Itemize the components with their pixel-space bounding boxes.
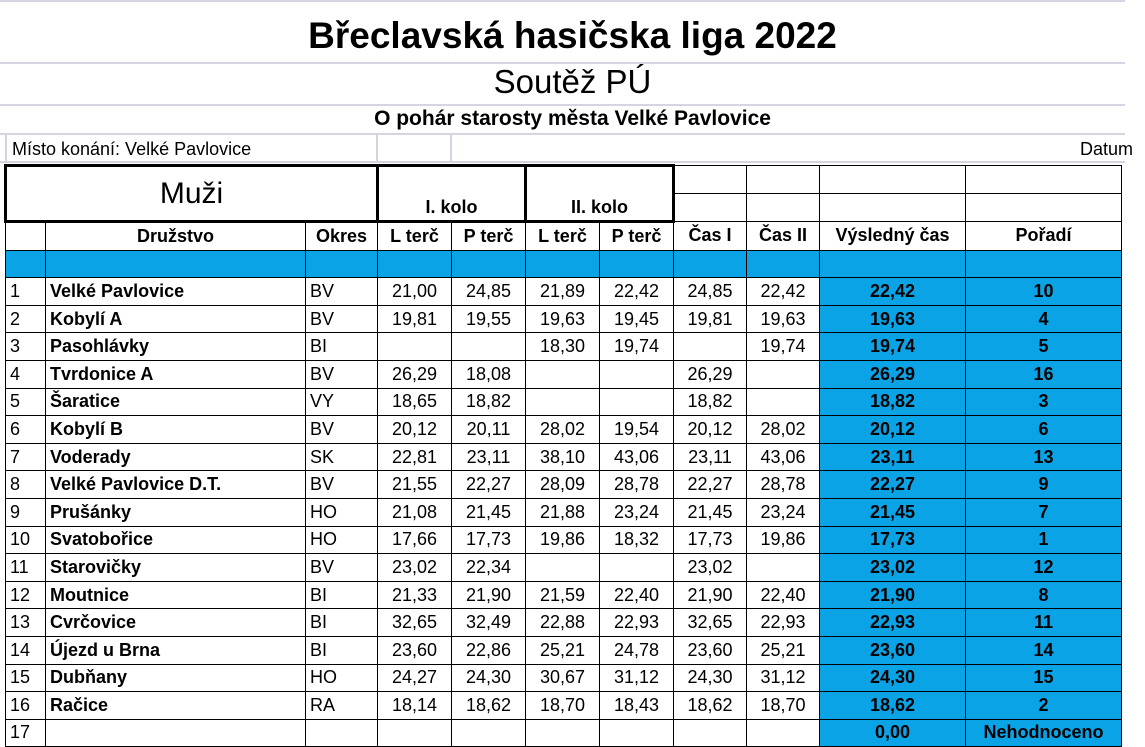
round1-left-target	[378, 333, 452, 361]
round2-left-target	[526, 360, 600, 388]
row-number: 2	[6, 305, 46, 333]
district: BI	[306, 333, 378, 361]
rank: 5	[966, 333, 1122, 361]
rank: 10	[966, 278, 1122, 306]
col-header-rank: Pořadí	[966, 222, 1122, 251]
rank: 7	[966, 498, 1122, 526]
time-1: 22,27	[674, 471, 747, 499]
header-blank-cell	[674, 166, 747, 194]
final-time: 23,02	[820, 554, 966, 582]
rank: 16	[966, 360, 1122, 388]
table-row	[6, 443, 1122, 471]
table-row	[6, 581, 1122, 609]
district: HO	[306, 498, 378, 526]
district: HO	[306, 526, 378, 554]
gridline	[0, 0, 1125, 2]
time-1: 18,62	[674, 692, 747, 720]
round1-right-target: 18,08	[452, 360, 526, 388]
final-time: 0,00	[820, 719, 966, 747]
header-blank-cell	[820, 166, 966, 194]
row-number: 3	[6, 333, 46, 361]
gridline	[376, 133, 378, 163]
blank-cell	[46, 250, 306, 278]
round2-right-target: 18,43	[600, 692, 674, 720]
final-time: 18,62	[820, 692, 966, 720]
results-table	[4, 164, 1122, 747]
round-1-heading: I. kolo	[378, 166, 526, 222]
round2-right-target: 22,42	[600, 278, 674, 306]
final-time: 23,11	[820, 443, 966, 471]
time-2: 19,86	[747, 526, 820, 554]
table-row	[6, 498, 1122, 526]
round2-right-target: 22,40	[600, 581, 674, 609]
col-header-time1: Čas I	[674, 222, 747, 251]
team-name: Račice	[46, 692, 306, 720]
col-header-p2: P terč	[600, 222, 674, 251]
team-name	[46, 719, 306, 747]
time-2: 22,40	[747, 581, 820, 609]
round2-right-target: 28,78	[600, 471, 674, 499]
round1-left-target	[378, 719, 452, 747]
round1-right-target: 32,49	[452, 609, 526, 637]
blank-cell	[747, 250, 820, 278]
blank-blue-row	[6, 250, 1122, 278]
time-2: 22,93	[747, 609, 820, 637]
final-time: 22,27	[820, 471, 966, 499]
blank-cell	[378, 250, 452, 278]
rank: Nehodnoceno	[966, 719, 1122, 747]
time-2	[747, 554, 820, 582]
round2-right-target	[600, 554, 674, 582]
final-time: 26,29	[820, 360, 966, 388]
team-name: Pasohlávky	[46, 333, 306, 361]
table-row	[6, 305, 1122, 333]
round2-left-target: 19,86	[526, 526, 600, 554]
round2-right-target: 19,74	[600, 333, 674, 361]
district: VY	[306, 388, 378, 416]
final-time: 19,74	[820, 333, 966, 361]
time-2: 43,06	[747, 443, 820, 471]
sheet-title: Břeclavská hasičska liga 2022	[308, 15, 837, 56]
gridline	[5, 133, 7, 163]
final-time: 21,90	[820, 581, 966, 609]
time-1: 32,65	[674, 609, 747, 637]
round1-right-target: 20,11	[452, 416, 526, 444]
round2-left-target: 19,63	[526, 305, 600, 333]
round1-left-target: 18,14	[378, 692, 452, 720]
table-row	[6, 609, 1122, 637]
col-header-time2: Čas II	[747, 222, 820, 251]
blank-cell	[526, 250, 600, 278]
row-number: 11	[6, 554, 46, 582]
round2-left-target: 28,02	[526, 416, 600, 444]
col-header-number	[6, 222, 46, 251]
time-1: 21,45	[674, 498, 747, 526]
col-header-district: Okres	[306, 222, 378, 251]
blank-cell	[966, 250, 1122, 278]
district: RA	[306, 692, 378, 720]
district: BV	[306, 554, 378, 582]
time-1: 24,30	[674, 664, 747, 692]
row-number: 17	[6, 719, 46, 747]
team-name: Svatobořice	[46, 526, 306, 554]
round1-left-target: 21,00	[378, 278, 452, 306]
time-1: 23,60	[674, 636, 747, 664]
time-2	[747, 719, 820, 747]
team-name: Velké Pavlovice	[46, 278, 306, 306]
district	[306, 719, 378, 747]
round1-right-target: 22,86	[452, 636, 526, 664]
round1-left-target: 26,29	[378, 360, 452, 388]
time-2: 19,63	[747, 305, 820, 333]
time-1: 17,73	[674, 526, 747, 554]
row-number: 8	[6, 471, 46, 499]
row-number: 13	[6, 609, 46, 637]
time-2: 28,02	[747, 416, 820, 444]
time-1	[674, 333, 747, 361]
row-number: 10	[6, 526, 46, 554]
team-name: Šaratice	[46, 388, 306, 416]
rank: 3	[966, 388, 1122, 416]
time-2	[747, 388, 820, 416]
gridline	[450, 133, 452, 163]
category-heading: Muži	[6, 166, 378, 222]
district: SK	[306, 443, 378, 471]
round1-right-target: 24,85	[452, 278, 526, 306]
table-row	[6, 388, 1122, 416]
round1-right-target: 23,11	[452, 443, 526, 471]
header-blank-cell	[674, 194, 747, 222]
time-1: 23,02	[674, 554, 747, 582]
time-2: 28,78	[747, 471, 820, 499]
round2-right-target	[600, 388, 674, 416]
time-1: 24,85	[674, 278, 747, 306]
final-time: 20,12	[820, 416, 966, 444]
date-label: Datum	[1080, 139, 1134, 159]
time-2: 18,70	[747, 692, 820, 720]
round1-right-target	[452, 719, 526, 747]
final-time: 24,30	[820, 664, 966, 692]
round1-left-target: 24,27	[378, 664, 452, 692]
row-number: 6	[6, 416, 46, 444]
round2-left-target: 22,88	[526, 609, 600, 637]
round2-left-target: 18,70	[526, 692, 600, 720]
round1-right-target: 18,82	[452, 388, 526, 416]
round2-right-target	[600, 360, 674, 388]
rank: 11	[966, 609, 1122, 637]
col-header-l2: L terč	[526, 222, 600, 251]
time-1: 26,29	[674, 360, 747, 388]
blank-cell	[6, 250, 46, 278]
table-row	[6, 664, 1122, 692]
district: BV	[306, 278, 378, 306]
district: BV	[306, 416, 378, 444]
round2-right-target: 18,32	[600, 526, 674, 554]
round1-right-target: 19,55	[452, 305, 526, 333]
rank: 12	[966, 554, 1122, 582]
table-row	[6, 636, 1122, 664]
team-name: Cvrčovice	[46, 609, 306, 637]
round2-left-target	[526, 719, 600, 747]
row-number: 14	[6, 636, 46, 664]
final-time: 23,60	[820, 636, 966, 664]
row-number: 5	[6, 388, 46, 416]
round1-right-target: 21,45	[452, 498, 526, 526]
team-name: Moutnice	[46, 581, 306, 609]
table-row	[6, 526, 1122, 554]
team-name: Dubňany	[46, 664, 306, 692]
round1-right-target: 22,27	[452, 471, 526, 499]
time-2: 22,42	[747, 278, 820, 306]
round1-left-target: 17,66	[378, 526, 452, 554]
row-number: 12	[6, 581, 46, 609]
district: BV	[306, 360, 378, 388]
final-time: 17,73	[820, 526, 966, 554]
time-2: 23,24	[747, 498, 820, 526]
round1-right-target: 17,73	[452, 526, 526, 554]
round1-left-target: 32,65	[378, 609, 452, 637]
round2-right-target: 24,78	[600, 636, 674, 664]
final-time: 22,93	[820, 609, 966, 637]
col-header-team: Družstvo	[46, 222, 306, 251]
final-time: 22,42	[820, 278, 966, 306]
header-blank-cell	[747, 166, 820, 194]
rank: 15	[966, 664, 1122, 692]
header-blank-cell	[747, 194, 820, 222]
team-name: Tvrdonice A	[46, 360, 306, 388]
col-header-p1: P terč	[452, 222, 526, 251]
blank-cell	[306, 250, 378, 278]
row-number: 16	[6, 692, 46, 720]
team-name: Prušánky	[46, 498, 306, 526]
table-row	[6, 554, 1122, 582]
table-row	[6, 471, 1122, 499]
round2-right-target: 19,45	[600, 305, 674, 333]
venue-label: Místo konání: Velké Pavlovice	[12, 139, 252, 159]
header-blank-cell	[820, 194, 966, 222]
table-row	[6, 360, 1122, 388]
final-time: 18,82	[820, 388, 966, 416]
round1-left-target: 23,02	[378, 554, 452, 582]
round2-left-target: 18,30	[526, 333, 600, 361]
round2-right-target: 31,12	[600, 664, 674, 692]
round2-right-target: 23,24	[600, 498, 674, 526]
gridline	[0, 161, 1125, 163]
rank: 6	[966, 416, 1122, 444]
team-name: Voderady	[46, 443, 306, 471]
header-blank-cell	[966, 194, 1122, 222]
blank-cell	[600, 250, 674, 278]
team-name: Újezd u Brna	[46, 636, 306, 664]
gridline	[0, 133, 1125, 135]
round1-left-target: 21,55	[378, 471, 452, 499]
round2-left-target: 25,21	[526, 636, 600, 664]
round1-right-target: 24,30	[452, 664, 526, 692]
round1-right-target: 22,34	[452, 554, 526, 582]
row-number: 4	[6, 360, 46, 388]
district: BI	[306, 581, 378, 609]
round2-left-target: 38,10	[526, 443, 600, 471]
col-header-l1: L terč	[378, 222, 452, 251]
team-name: Kobylí B	[46, 416, 306, 444]
table-row	[6, 278, 1122, 306]
sheet-subtitle: Soutěž PÚ	[493, 63, 652, 100]
row-number: 7	[6, 443, 46, 471]
round1-left-target: 18,65	[378, 388, 452, 416]
district: BV	[306, 305, 378, 333]
blank-cell	[674, 250, 747, 278]
time-1	[674, 719, 747, 747]
round1-left-target: 22,81	[378, 443, 452, 471]
time-2	[747, 360, 820, 388]
time-2: 19,74	[747, 333, 820, 361]
blank-cell	[820, 250, 966, 278]
table-row	[6, 416, 1122, 444]
round1-right-target	[452, 333, 526, 361]
district: BI	[306, 636, 378, 664]
round2-left-target	[526, 554, 600, 582]
final-time: 19,63	[820, 305, 966, 333]
team-name: Starovičky	[46, 554, 306, 582]
table-row	[6, 692, 1122, 720]
rank: 14	[966, 636, 1122, 664]
round2-right-target: 19,54	[600, 416, 674, 444]
final-time: 21,45	[820, 498, 966, 526]
team-name: Kobylí A	[46, 305, 306, 333]
time-1: 19,81	[674, 305, 747, 333]
time-1: 20,12	[674, 416, 747, 444]
blank-cell	[452, 250, 526, 278]
table-row	[6, 719, 1122, 747]
time-1: 23,11	[674, 443, 747, 471]
district: BI	[306, 609, 378, 637]
round2-left-target: 28,09	[526, 471, 600, 499]
rank: 9	[966, 471, 1122, 499]
rank: 13	[966, 443, 1122, 471]
rank: 4	[966, 305, 1122, 333]
round1-left-target: 19,81	[378, 305, 452, 333]
round1-left-target: 21,08	[378, 498, 452, 526]
round2-left-target	[526, 388, 600, 416]
time-1: 18,82	[674, 388, 747, 416]
round2-right-target: 22,93	[600, 609, 674, 637]
round2-right-target	[600, 719, 674, 747]
table-row	[6, 333, 1122, 361]
round-2-heading: II. kolo	[526, 166, 674, 222]
district: HO	[306, 664, 378, 692]
time-2: 31,12	[747, 664, 820, 692]
row-number: 15	[6, 664, 46, 692]
rank: 8	[966, 581, 1122, 609]
round2-left-target: 21,88	[526, 498, 600, 526]
row-number: 9	[6, 498, 46, 526]
rank: 1	[966, 526, 1122, 554]
round1-left-target: 23,60	[378, 636, 452, 664]
col-header-final: Výsledný čas	[820, 222, 966, 251]
header-blank-cell	[966, 166, 1122, 194]
round1-left-target: 20,12	[378, 416, 452, 444]
round1-left-target: 21,33	[378, 581, 452, 609]
row-number: 1	[6, 278, 46, 306]
time-2: 25,21	[747, 636, 820, 664]
round2-left-target: 30,67	[526, 664, 600, 692]
round2-left-target: 21,89	[526, 278, 600, 306]
team-name: Velké Pavlovice D.T.	[46, 471, 306, 499]
round1-right-target: 21,90	[452, 581, 526, 609]
district: BV	[306, 471, 378, 499]
rank: 2	[966, 692, 1122, 720]
time-1: 21,90	[674, 581, 747, 609]
sheet-subtitle-2: O pohár starosty města Velké Pavlovice	[374, 107, 771, 130]
round2-right-target: 43,06	[600, 443, 674, 471]
round2-left-target: 21,59	[526, 581, 600, 609]
round1-right-target: 18,62	[452, 692, 526, 720]
